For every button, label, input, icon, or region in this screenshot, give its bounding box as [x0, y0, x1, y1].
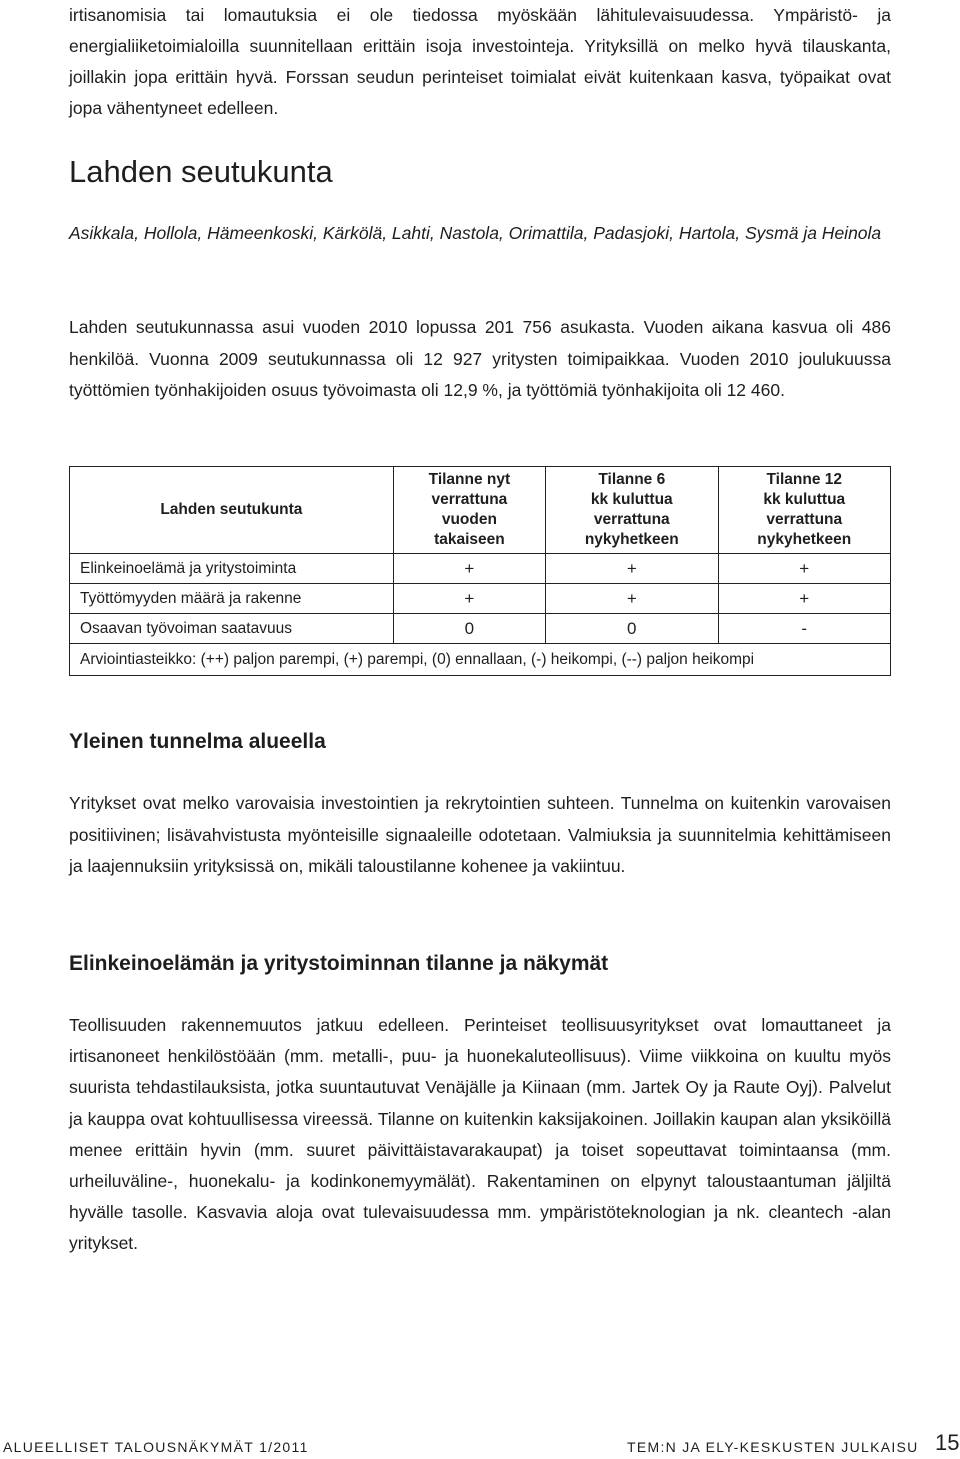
region-description-block — [69, 312, 891, 407]
header-region-label: Lahden seutukunta — [160, 501, 303, 518]
header-12-months-line: Tilanne 12 — [766, 471, 843, 488]
header-6-months-line: nykyhetkeen — [584, 531, 679, 548]
table-row — [70, 584, 891, 614]
header-region — [70, 467, 394, 554]
row-label: Työttömyyden määrä ja rakenne — [70, 584, 394, 614]
footer-publisher: TEM:N JA ELY-KESKUSTEN JULKAISU — [627, 1439, 919, 1455]
row-label: Osaavan työvoiman saatavuus — [70, 614, 394, 644]
header-6-months — [546, 467, 718, 554]
header-12-months-line: verrattuna — [766, 511, 843, 528]
mood-paragraph: Yritykset ovat melko varovaisia investointien ja rekrytointien suhteen. Tunnelma on kuitenkin varovaisen positiivinen; lisävahvistusta myönteisille signaaleille odotetaan. Valmiuksia ja suunnitelmia kehittämiseen ja laajennuksiin yrityksissä on, mikäli taloustilanne kohenee ja vakiintuu. — [69, 793, 891, 876]
header-12-months-line: nykyhetkeen — [757, 531, 852, 548]
header-12-months-line: kk kuluttua — [763, 491, 846, 508]
header-now — [393, 467, 545, 554]
table-scale-row — [70, 644, 891, 676]
row-value-now: + — [393, 584, 545, 614]
intro-paragraph-block — [69, 0, 891, 124]
row-value-12m: + — [718, 554, 890, 584]
rating-scale: Arviointiasteikko: (++) paljon parempi, (+) parempi, (0) ennallaan, (-) heikompi, (--) paljon heikompi — [70, 644, 891, 676]
table-header-row — [70, 467, 891, 554]
header-now-line: verrattuna — [431, 491, 508, 508]
footer-publication-title: ALUEELLISET TALOUSNÄKYMÄT 1/2011 — [3, 1439, 309, 1455]
mood-block — [69, 788, 891, 883]
business-paragraph: Teollisuuden rakennemuutos jatkuu edelleen. Perinteiset teollisuusyritykset ovat lomauttaneet ja irtisanoneet henkilöstöään (mm. metalli-, puu- ja huonekaluteollisuus). Viime viikkoina on kuultu myös suurista tehdastilauksista, jotka suuntautuvat Venäjälle ja Kiinaan (mm. Jartek Oy ja Raute Oyj). Palvelut ja kauppa ovat kohtuullisessa vireessä. Tilanne on kuitenkin kaksijakoinen. Joillakin kaupan alan yksiköillä menee erittäin hyvin (mm. suuret päivittäistavarakaupat) ja toiset sopeuttavat toimintaansa (mm. urheiluväline-, huonekalu- ja kodinkonemyymälät). Rakentaminen on elpynyt taloustaantuman jäljiltä hyvälle tasolle. Kasvavia aloja ovat tulevaisuudessa mm. ympäristöteknologian ja nk. cleantech -alan yritykset. — [69, 1015, 891, 1254]
row-value-now: 0 — [393, 614, 545, 644]
header-12-months — [718, 467, 890, 554]
row-value-12m: + — [718, 584, 890, 614]
region-description: Lahden seutukunnassa asui vuoden 2010 lopussa 201 756 asukasta. Vuoden aikana kasvua oli 486 henkilöä. Vuonna 2009 seutukunnassa oli 12 927 yritysten toimipaikkaa. Vuoden 2010 joulukuussa työttömien työnhakijoiden osuus työvoimasta oli 12,9 %, ja työttömiä työnhakijoita oli 12 460. — [69, 317, 891, 400]
header-now-line: Tilanne nyt — [428, 471, 511, 488]
header-6-months-line: Tilanne 6 — [598, 471, 666, 488]
table-row — [70, 614, 891, 644]
municipalities-list: Asikkala, Hollola, Hämeenkoski, Kärkölä, Lahti, Nastola, Orimattila, Padasjoki, Hartola, Sysmä ja Heinola — [69, 223, 882, 243]
page-number: 15 — [935, 1430, 960, 1455]
region-title: Lahden seutukunta — [69, 154, 333, 189]
row-value-12m: - — [718, 614, 890, 644]
row-value-6m: 0 — [546, 614, 718, 644]
table-row — [70, 554, 891, 584]
header-now-line: vuoden — [441, 511, 497, 528]
header-6-months-line: verrattuna — [593, 511, 670, 528]
row-value-6m: + — [546, 584, 718, 614]
region-outlook-table — [69, 466, 891, 676]
business-block — [69, 1010, 891, 1260]
row-value-6m: + — [546, 554, 718, 584]
mood-heading: Yleinen tunnelma alueella — [69, 730, 326, 753]
header-now-line: takaiseen — [434, 531, 505, 548]
business-heading: Elinkeinoelämän ja yritystoiminnan tilanne ja näkymät — [69, 952, 609, 975]
row-value-now: + — [393, 554, 545, 584]
intro-paragraph: irtisanomisia tai lomautuksia ei ole tiedossa myöskään lähitulevaisuudessa. Ympäristö- ja energialiiketoimialoilla suunnitellaan erittäin isoja investointeja. Yrityksillä on melko hyvä tilauskanta, joillakin jopa erittäin hyvä. Forssan seudun perinteiset toimialat eivät kuitenkaan kasva, työpaikat ovat jopa vähentyneet edelleen. — [69, 5, 891, 118]
header-6-months-line: kk kuluttua — [590, 491, 673, 508]
municipalities-block — [69, 218, 891, 250]
row-label: Elinkeinoelämä ja yritystoiminta — [70, 554, 394, 584]
